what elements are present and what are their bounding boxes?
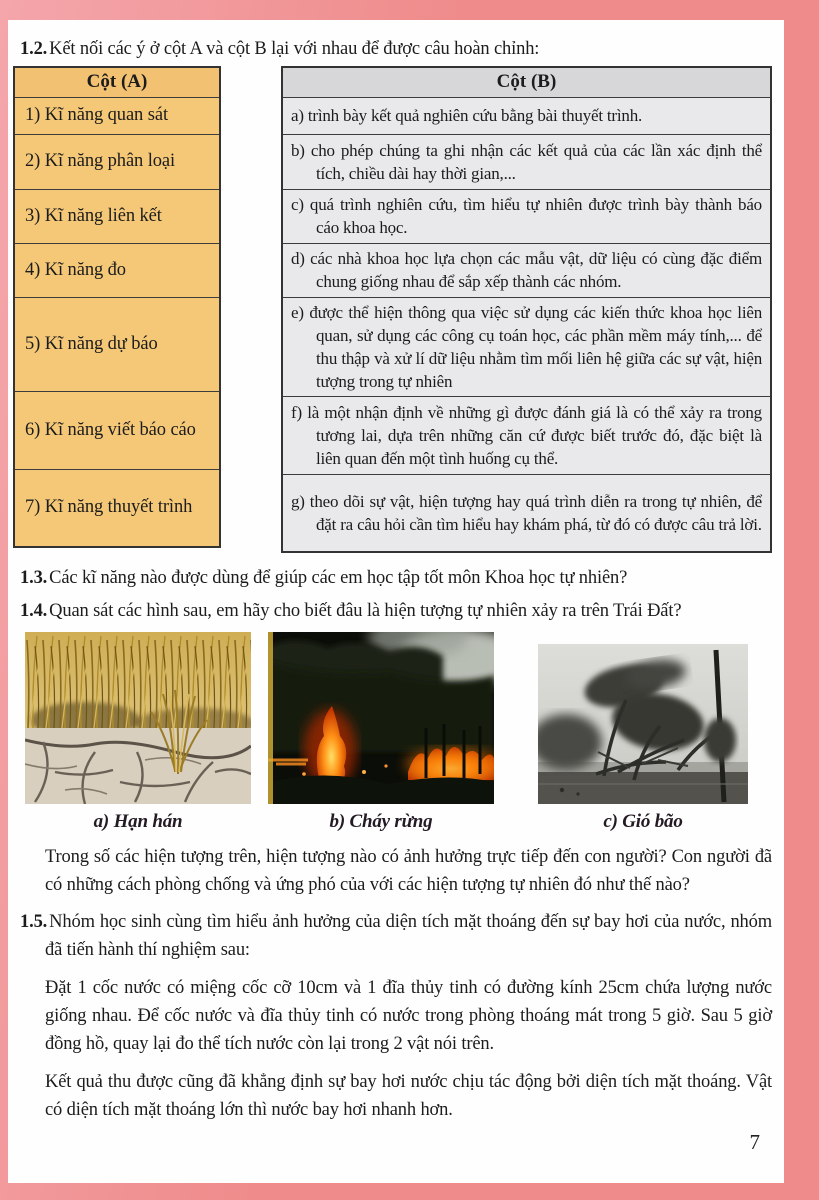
table-row bbox=[14, 134, 220, 189]
column-a-item-7: 7) Kĩ năng thuyết trình bbox=[14, 469, 220, 547]
column-a-header: Cột (A) bbox=[14, 67, 220, 97]
figure-forest-fire bbox=[268, 632, 494, 833]
column-a-item-1: 1) Kĩ năng quan sát bbox=[14, 97, 220, 134]
column-a-item-4: 4) Kĩ năng đo bbox=[14, 243, 220, 297]
column-a-table bbox=[13, 66, 221, 548]
column-b-item-b: b) cho phép chúng ta ghi nhận các kết quả của các lần xác định thể tích, chiều dài hay thời gian,... bbox=[282, 134, 771, 189]
forest-fire-photo bbox=[268, 632, 494, 804]
question-1-2 bbox=[20, 36, 772, 62]
question-1-3 bbox=[20, 565, 772, 591]
column-b-item-g: g) theo dõi sự vật, hiện tượng hay quá trình diễn ra trong tự nhiên, để đặt ra câu hỏi cần tìm hiểu hay khám phá, từ đó có được câu trả lời. bbox=[282, 474, 771, 552]
figure-drought bbox=[25, 632, 251, 833]
column-b-header: Cột (B) bbox=[282, 67, 771, 97]
matching-table bbox=[13, 66, 784, 553]
figure-caption-drought: a) Hạn hán bbox=[93, 811, 183, 832]
table-row bbox=[14, 97, 220, 134]
column-b-item-a: a) trình bày kết quả nghiên cứu bằng bài thuyết trình. bbox=[282, 97, 771, 134]
column-b-table bbox=[281, 66, 772, 553]
question-text: Kết nối các ý ở cột A và cột B lại với nhau để được câu hoàn chỉnh: bbox=[49, 39, 540, 59]
figure-caption-storm: c) Gió bão bbox=[603, 811, 683, 832]
table-row bbox=[14, 469, 220, 547]
table-row bbox=[282, 474, 771, 552]
question-1-4 bbox=[20, 598, 772, 624]
textbook-page bbox=[8, 20, 784, 1183]
column-b-item-d: d) các nhà khoa học lựa chọn các mẫu vật, dữ liệu có cùng đặc điểm chung giống nhau để sắp xếp thành các nhóm. bbox=[282, 243, 771, 297]
table-row bbox=[282, 297, 771, 396]
column-b-item-f: f) là một nhận định về những gì được đánh giá là có thể xảy ra trong tương lai, dựa trên những căn cứ được biết trước đó, đặc biệt là liên quan đến một tình huống cụ thể. bbox=[282, 396, 771, 474]
drought-photo bbox=[25, 632, 251, 804]
table-row bbox=[282, 396, 771, 474]
question-text: Nhóm học sinh cùng tìm hiểu ảnh hưởng của diện tích mặt thoáng đến sự bay hơi của nước, nhóm đã tiến hành thí nghiệm sau: bbox=[45, 912, 772, 960]
table-row bbox=[14, 243, 220, 297]
column-b-item-e: e) được thể hiện thông qua việc sử dụng các kiến thức khoa học liên quan, sử dụng các công cụ toán học, các phần mềm máy tính,... để thu thập và xử lí dữ liệu nhằm tìm mối liên hệ giữa các sự vật, hiện tượng trong tự nhiên bbox=[282, 297, 771, 396]
figure-row bbox=[25, 632, 784, 833]
table-row bbox=[14, 391, 220, 469]
column-b-item-c: c) quá trình nghiên cứu, tìm hiểu tự nhiên được trình bày thành báo cáo khoa học. bbox=[282, 189, 771, 243]
column-a-item-6: 6) Kĩ năng viết báo cáo bbox=[14, 391, 220, 469]
figure-caption-forest-fire: b) Cháy rừng bbox=[329, 811, 433, 832]
table-row bbox=[282, 97, 771, 134]
column-a-item-3: 3) Kĩ năng liên kết bbox=[14, 189, 220, 243]
table-row bbox=[282, 243, 771, 297]
column-a-item-2: 2) Kĩ năng phân loại bbox=[14, 134, 220, 189]
storm-photo bbox=[538, 644, 748, 804]
question-number: 1.5. bbox=[20, 912, 48, 932]
question-number: 1.3. bbox=[20, 568, 48, 588]
column-a-item-5: 5) Kĩ năng dự báo bbox=[14, 297, 220, 391]
experiment-result: Kết quả thu được cũng đã khẳng định sự bay hơi nước chịu tác động bởi diện tích mặt thoáng. Vật có diện tích mặt thoáng lớn thì nước bay hơi nhanh hơn. bbox=[45, 1072, 772, 1120]
question-text: Các kĩ năng nào được dùng để giúp các em học tập tốt môn Khoa học tự nhiên? bbox=[49, 568, 628, 588]
figure-storm bbox=[538, 632, 748, 833]
question-number: 1.2. bbox=[20, 39, 48, 59]
question-text: Quan sát các hình sau, em hãy cho biết đâu là hiện tượng tự nhiên xảy ra trên Trái Đất? bbox=[49, 601, 682, 621]
experiment-description: Đặt 1 cốc nước có miệng cốc cỡ 10cm và 1 đĩa thủy tinh có đường kính 25cm chứa lượng nước giống nhau. Để cốc nước và đĩa thủy tinh có nước trong phòng thoáng mát trong 5 giờ. Sau 5 giờ đồng hồ, quay lại đo thể tích nước còn lại trong 2 vật nói trên. bbox=[45, 978, 772, 1054]
question-1-4-followup: Trong số các hiện tượng trên, hiện tượng nào có ảnh hưởng trực tiếp đến con người? Con người đã có những cách phòng chống và ứng phó của với các hiện tượng tự nhiên đó như thế nào? bbox=[45, 847, 772, 895]
question-1-5 bbox=[20, 908, 772, 964]
table-row bbox=[282, 189, 771, 243]
table-row bbox=[14, 297, 220, 391]
table-row bbox=[14, 189, 220, 243]
question-number: 1.4. bbox=[20, 601, 48, 621]
table-row bbox=[282, 134, 771, 189]
page-number: 7 bbox=[749, 1130, 760, 1154]
